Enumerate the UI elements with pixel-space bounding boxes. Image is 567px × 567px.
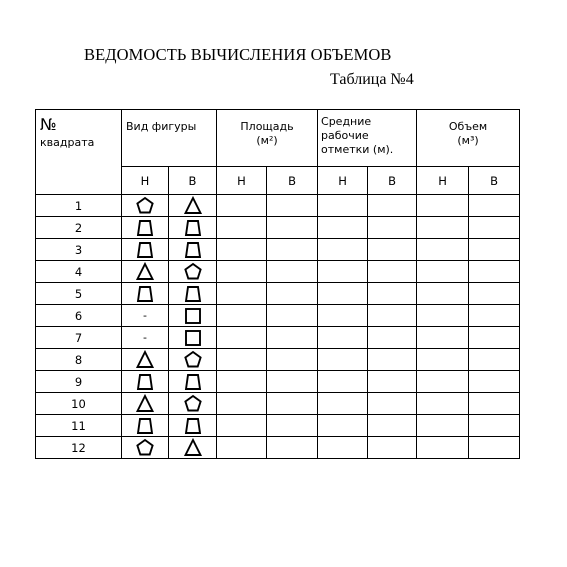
square-number: 9 <box>36 371 122 393</box>
page-title: ВЕДОМОСТЬ ВЫЧИСЛЕНИЯ ОБЪЕМОВ <box>84 45 392 64</box>
pentagon-icon <box>135 438 155 458</box>
empty-value-cell[interactable] <box>469 305 520 327</box>
table-row <box>36 437 520 459</box>
volumes-table <box>35 109 520 459</box>
trapezoid-icon <box>183 240 203 260</box>
trapezoid-icon <box>183 372 203 392</box>
empty-value-cell[interactable] <box>217 437 267 459</box>
square-number: 1 <box>36 195 122 217</box>
pentagon-icon <box>183 394 203 414</box>
empty-value-cell[interactable] <box>469 283 520 305</box>
header-square-number <box>36 110 122 195</box>
table-number: Таблица №4 <box>330 71 414 88</box>
square-icon <box>183 328 203 348</box>
empty-value-cell[interactable] <box>318 195 368 217</box>
trapezoid-icon <box>135 218 155 238</box>
figure-cell <box>169 261 217 283</box>
table-row <box>36 195 520 217</box>
empty-value-cell[interactable] <box>368 305 417 327</box>
empty-value-cell[interactable] <box>267 195 318 217</box>
number-sign: № <box>40 115 57 134</box>
empty-value-cell[interactable] <box>368 239 417 261</box>
area-unit: (м²) <box>256 134 278 147</box>
pentagon-icon <box>183 262 203 282</box>
empty-value-cell[interactable] <box>217 283 267 305</box>
empty-value-cell[interactable] <box>267 437 318 459</box>
empty-value-cell[interactable] <box>469 371 520 393</box>
empty-value-cell[interactable] <box>469 437 520 459</box>
header-volume <box>417 110 520 167</box>
figure-cell <box>169 195 217 217</box>
empty-value-cell[interactable] <box>267 217 318 239</box>
empty-value-cell[interactable] <box>217 349 267 371</box>
figure-cell <box>169 437 217 459</box>
empty-value-cell[interactable] <box>368 393 417 415</box>
empty-value-cell[interactable] <box>318 305 368 327</box>
empty-value-cell[interactable] <box>368 327 417 349</box>
subheader-cell: Н <box>217 167 267 195</box>
figure-cell <box>169 327 217 349</box>
table-row <box>36 415 520 437</box>
square-number: 5 <box>36 283 122 305</box>
subheader-cell: Н <box>122 167 169 195</box>
empty-value-cell[interactable] <box>368 261 417 283</box>
volume-label: Объем <box>448 120 488 133</box>
trapezoid-icon <box>135 284 155 304</box>
figure-cell <box>122 283 169 305</box>
empty-value-cell[interactable] <box>469 261 520 283</box>
empty-value-cell[interactable] <box>318 349 368 371</box>
empty-value-cell[interactable] <box>217 239 267 261</box>
empty-value-cell[interactable] <box>417 327 469 349</box>
empty-value-cell[interactable] <box>469 415 520 437</box>
subheader-cell: В <box>267 167 318 195</box>
empty-value-cell[interactable] <box>469 239 520 261</box>
empty-value-cell[interactable] <box>368 437 417 459</box>
dash-mark: - <box>143 331 147 344</box>
empty-value-cell[interactable] <box>318 327 368 349</box>
figure-cell <box>122 217 169 239</box>
figure-cell <box>169 239 217 261</box>
triangle-icon <box>183 196 203 216</box>
square-number: 12 <box>36 437 122 459</box>
table-row <box>36 217 520 239</box>
figure-cell <box>169 305 217 327</box>
empty-value-cell[interactable] <box>318 437 368 459</box>
empty-value-cell[interactable] <box>417 283 469 305</box>
empty-value-cell[interactable] <box>217 327 267 349</box>
header-row <box>36 110 520 167</box>
empty-value-cell[interactable] <box>417 415 469 437</box>
figure-cell <box>169 217 217 239</box>
marks-line-1: Средние <box>321 115 372 128</box>
empty-value-cell[interactable] <box>368 415 417 437</box>
empty-value-cell[interactable] <box>318 217 368 239</box>
empty-value-cell[interactable] <box>267 239 318 261</box>
empty-value-cell[interactable] <box>368 217 417 239</box>
empty-value-cell[interactable] <box>318 283 368 305</box>
trapezoid-icon <box>135 372 155 392</box>
square-icon <box>183 306 203 326</box>
square-number: 11 <box>36 415 122 437</box>
area-label: Площадь <box>240 120 294 133</box>
trapezoid-icon <box>183 284 203 304</box>
empty-value-cell[interactable] <box>318 393 368 415</box>
empty-value-cell[interactable] <box>469 195 520 217</box>
trapezoid-icon <box>183 218 203 238</box>
subheader-cell: В <box>469 167 520 195</box>
subheader-cell: В <box>169 167 217 195</box>
table-row <box>36 327 520 349</box>
empty-value-cell[interactable] <box>318 371 368 393</box>
empty-value-cell[interactable] <box>267 415 318 437</box>
table-row <box>36 261 520 283</box>
square-number: 10 <box>36 393 122 415</box>
empty-value-cell[interactable] <box>417 349 469 371</box>
header-working-marks <box>318 110 417 167</box>
empty-value-cell[interactable] <box>368 349 417 371</box>
empty-value-cell[interactable] <box>267 371 318 393</box>
table-row <box>36 393 520 415</box>
triangle-icon <box>183 438 203 458</box>
empty-value-cell[interactable] <box>417 371 469 393</box>
marks-line-3: отметки (м). <box>321 143 394 156</box>
figure-cell <box>169 393 217 415</box>
empty-value-cell[interactable] <box>368 371 417 393</box>
empty-value-cell[interactable] <box>417 305 469 327</box>
figure-cell <box>169 283 217 305</box>
empty-value-cell[interactable] <box>217 371 267 393</box>
empty-value-cell[interactable] <box>469 217 520 239</box>
empty-value-cell[interactable] <box>368 283 417 305</box>
square-number: 4 <box>36 261 122 283</box>
empty-value-cell[interactable] <box>417 217 469 239</box>
figure-cell <box>122 261 169 283</box>
figure-cell <box>122 195 169 217</box>
triangle-icon <box>135 350 155 370</box>
empty-value-cell[interactable] <box>267 327 318 349</box>
empty-value-cell[interactable] <box>318 415 368 437</box>
figure-cell <box>122 371 169 393</box>
empty-value-cell[interactable] <box>368 195 417 217</box>
dash-mark: - <box>143 309 147 322</box>
pentagon-icon <box>135 196 155 216</box>
empty-value-cell[interactable] <box>217 217 267 239</box>
figure-cell <box>169 349 217 371</box>
figure-cell <box>122 239 169 261</box>
number-label: квадрата <box>40 136 95 149</box>
trapezoid-icon <box>183 416 203 436</box>
empty-value-cell[interactable] <box>417 393 469 415</box>
empty-value-cell[interactable] <box>267 261 318 283</box>
square-number: 6 <box>36 305 122 327</box>
figure-cell <box>122 393 169 415</box>
square-number: 2 <box>36 217 122 239</box>
figure-cell <box>122 349 169 371</box>
square-number: 8 <box>36 349 122 371</box>
table-row <box>36 371 520 393</box>
empty-value-cell[interactable] <box>217 305 267 327</box>
table-row <box>36 239 520 261</box>
empty-value-cell[interactable] <box>267 305 318 327</box>
square-number: 3 <box>36 239 122 261</box>
empty-value-cell[interactable] <box>267 349 318 371</box>
figure-cell <box>169 415 217 437</box>
marks-line-2: рабочие <box>321 129 369 142</box>
figure-empty <box>122 305 169 327</box>
header-area <box>217 110 318 167</box>
trapezoid-icon <box>135 240 155 260</box>
figure-empty <box>122 327 169 349</box>
subheader-cell: Н <box>417 167 469 195</box>
triangle-icon <box>135 394 155 414</box>
empty-value-cell[interactable] <box>267 283 318 305</box>
empty-value-cell[interactable] <box>217 415 267 437</box>
pentagon-icon <box>183 350 203 370</box>
table-row <box>36 283 520 305</box>
empty-value-cell[interactable] <box>217 261 267 283</box>
triangle-icon <box>135 262 155 282</box>
empty-value-cell[interactable] <box>469 349 520 371</box>
volume-unit: (м³) <box>457 134 479 147</box>
empty-value-cell[interactable] <box>217 195 267 217</box>
empty-value-cell[interactable] <box>267 393 318 415</box>
figure-cell <box>122 437 169 459</box>
trapezoid-icon <box>135 416 155 436</box>
empty-value-cell[interactable] <box>417 239 469 261</box>
square-number: 7 <box>36 327 122 349</box>
empty-value-cell[interactable] <box>417 437 469 459</box>
table-row <box>36 349 520 371</box>
empty-value-cell[interactable] <box>217 393 267 415</box>
empty-value-cell[interactable] <box>469 393 520 415</box>
empty-value-cell[interactable] <box>318 239 368 261</box>
empty-value-cell[interactable] <box>318 261 368 283</box>
subheader-cell: В <box>368 167 417 195</box>
subheader-cell: Н <box>318 167 368 195</box>
empty-value-cell[interactable] <box>417 195 469 217</box>
figure-cell <box>169 371 217 393</box>
table-row <box>36 305 520 327</box>
empty-value-cell[interactable] <box>417 261 469 283</box>
empty-value-cell[interactable] <box>469 327 520 349</box>
header-figure-type: Вид фигуры <box>122 110 217 167</box>
figure-cell <box>122 415 169 437</box>
